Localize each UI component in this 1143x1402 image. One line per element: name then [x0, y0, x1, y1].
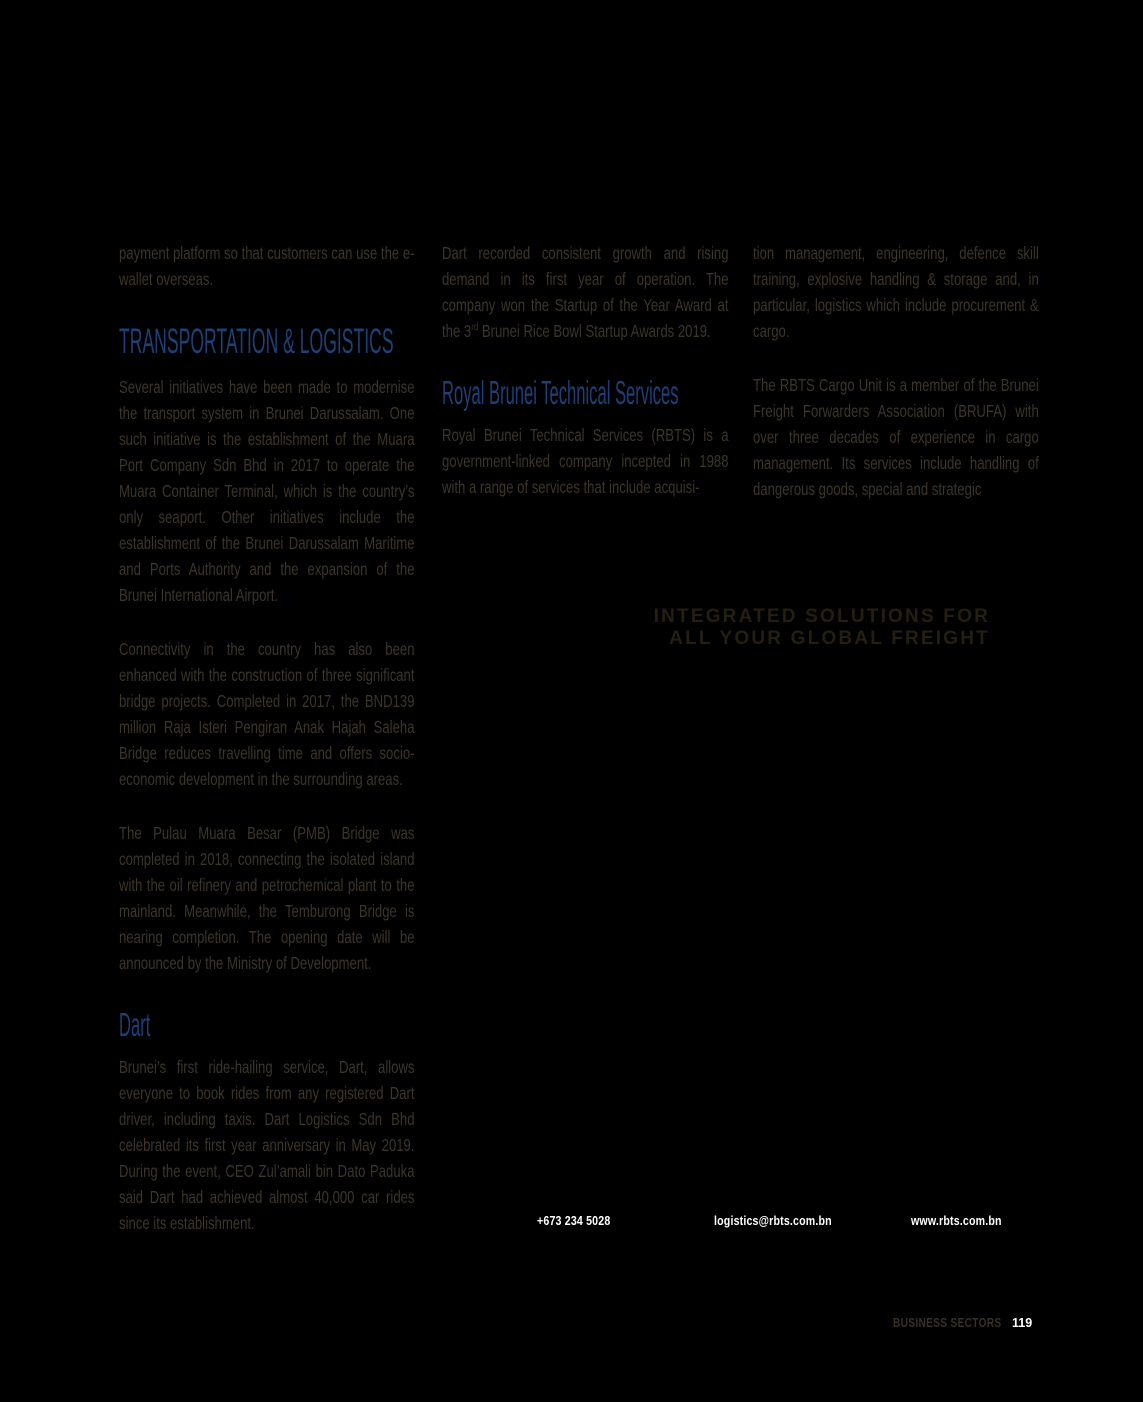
awards-text-end: Brunei Rice Bowl Startup Awards 2019. — [478, 321, 711, 341]
paragraph-dart-service: Brunei’s first ride-hailing service, Dart, allows everyone to book rides from any registered Dart driver, including taxis. Dart Logistics Sdn Bhd celebrated its first year anniversary in May 2019. During the event, CEO Zul’amali bin Dato Paduka said Dart had achieved almost 40,000 car rides since its establishment. — [119, 1057, 415, 1233]
paragraph-dart-awards — [442, 240, 729, 344]
footer-section-label: BUSINESS SECTORS — [893, 1315, 1002, 1330]
ad-website-url[interactable]: www.rbts.com.bn — [911, 1214, 1002, 1228]
heading-royal-brunei-technical-services: Royal Brunei Technical Services — [442, 374, 679, 411]
paragraph-transport-initiatives: Several initiatives have been made to modernise the transport system in Brunei Darussalam. One such initiative is the establishment of the Muara Port Company Sdn Bhd in 2017 to operate the Muara Container Terminal, which is the country’s only seaport. Other initiatives include the establishment of the Brunei Darussalam Maritime and Ports Authority and the expansion of the Brunei International Airport. — [119, 377, 415, 605]
paragraph-bridge-projects: Connectivity in the country has also been enhanced with the construction of three significant bridge projects. Completed in 2017, the BND139 million Raja Isteri Pengiran Anak Hajah Saleha Bridge reduces travelling time and offers socio-economic development in the surrounding areas. — [119, 639, 415, 789]
ad-headline-line-2: ALL YOUR GLOBAL FREIGHT — [669, 628, 990, 649]
heading-dart: Dart — [119, 1006, 151, 1043]
section-heading-transportation-logistics: TRANSPORTATION & LOGISTICS — [119, 322, 394, 361]
paragraph-rbts-cargo-unit: The RBTS Cargo Unit is a member of the Brunei Freight Forwarders Association (BRUFA) with over three decades of experience in cargo management. Its services include handling of dangerous goods, special and strategic — [753, 375, 1039, 499]
column-2-content — [442, 240, 729, 500]
column-1-content — [119, 240, 415, 1236]
paragraph-pmb-bridge: The Pulau Muara Besar (PMB) Bridge was completed in 2018, connecting the isolated island with the oil refinery and petrochemical plant to the mainland. Meanwhile, the Temburong Bridge is nearing completion. The opening date will be announced by the Ministry of Development. — [119, 823, 415, 973]
column-3-content — [753, 240, 1039, 502]
paragraph-ewallet-continuation: payment platform so that customers can use the e-wallet overseas. — [119, 243, 415, 289]
footer-page-number: 119 — [1012, 1316, 1033, 1330]
text-column-3 — [753, 240, 1134, 530]
ad-headline — [654, 606, 990, 650]
awards-text-start: Dart recorded consistent growth and rising demand in its first year of operation. The company won the Startup of the Year Award at the 3 — [442, 243, 729, 341]
ad-headline-line-1: INTEGRATED SOLUTIONS FOR — [653, 606, 990, 627]
ordinal-superscript: rd — [471, 321, 479, 334]
rbts-advertisement — [442, 520, 1040, 1290]
ad-phone-number[interactable]: +673 234 5028 — [537, 1214, 611, 1228]
ad-contact-row — [442, 1214, 1040, 1234]
paragraph-rbts-intro: Royal Brunei Technical Services (RBTS) is a government-linked company incepted in 1988 with a range of services that include acquisi- — [442, 425, 729, 497]
paragraph-rbts-services: tion management, engineering, defence skill training, explosive handling & storage and, in particular, logistics which include procurement & cargo. — [753, 243, 1039, 341]
ad-email-address[interactable]: logistics@rbts.com.bn — [714, 1214, 832, 1228]
